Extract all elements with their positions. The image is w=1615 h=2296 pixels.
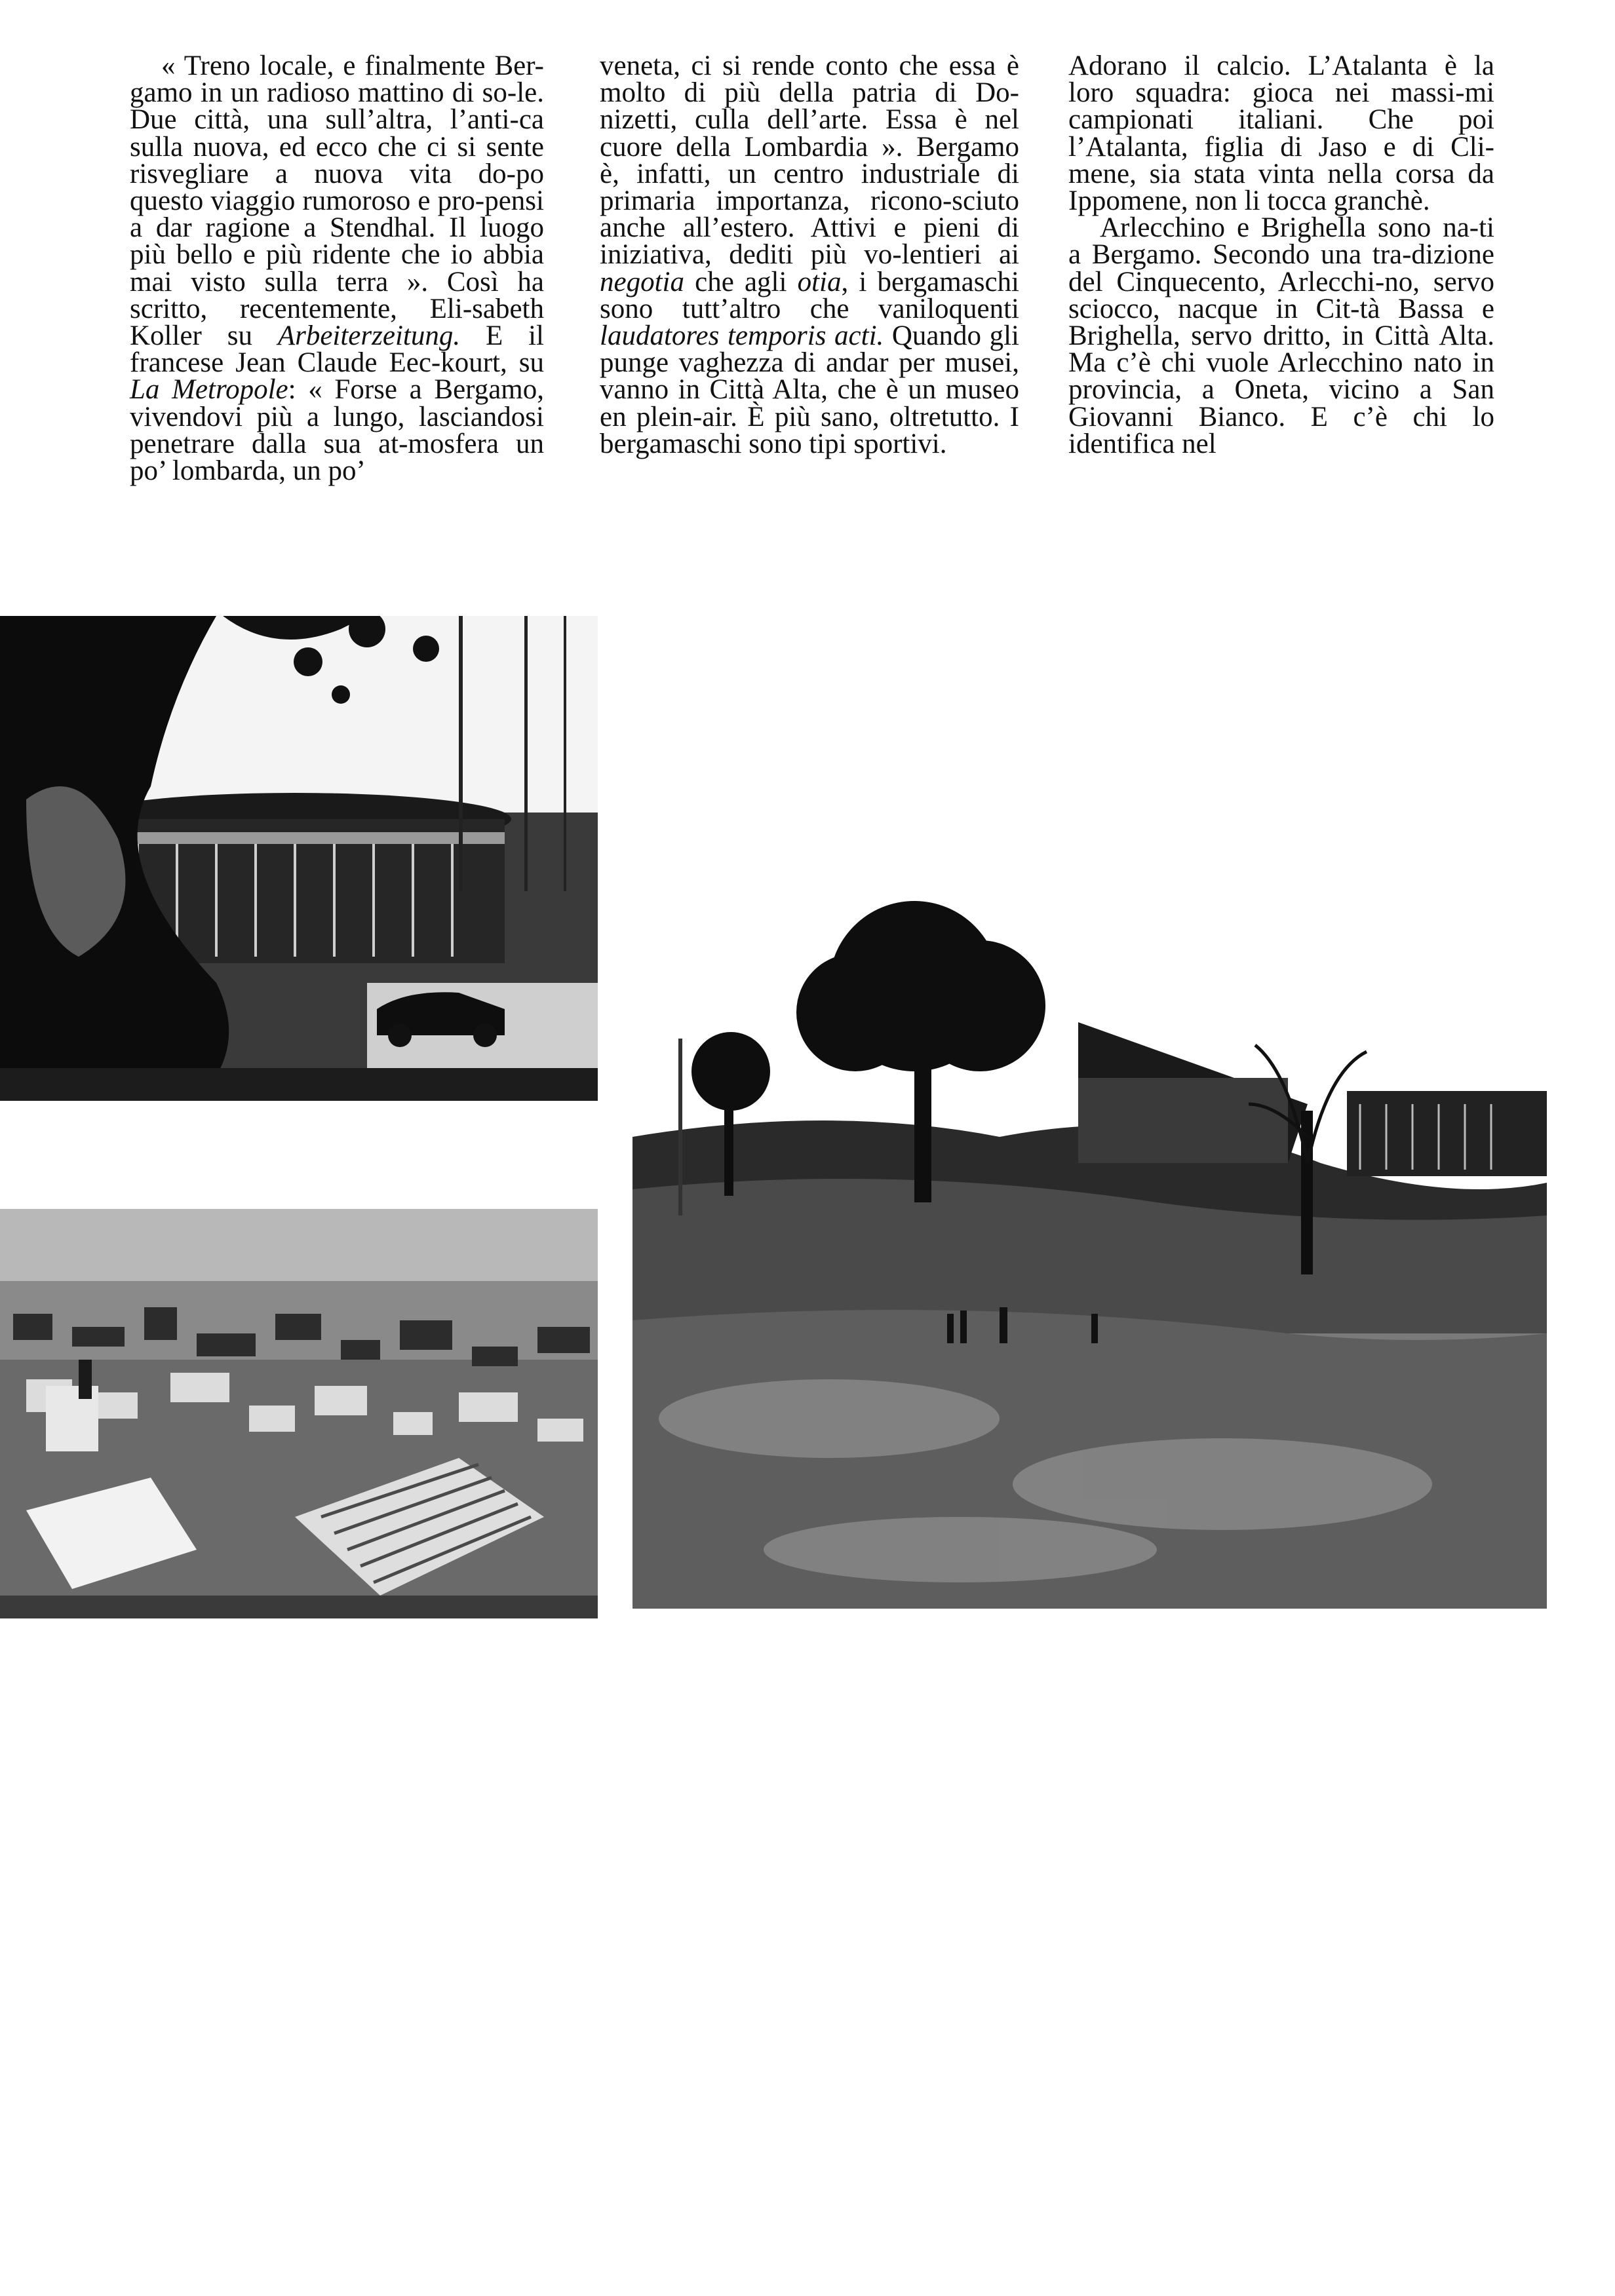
- italic-term: laudatores temporis acti.: [600, 320, 884, 352]
- text-run: « Treno locale, e finalmente Ber-gamo in un radioso mattino di so-le. Due città, una sull’altra, l’anti-ca sulla nuova, ed ecco che ci si sente risvegliare a nuova vita do-po questo viaggio rumoroso e pro-pensi a dar ragione a Stendhal. Il luogo più bello e più ridente che io abbia mai visto sulla terra ». Così ha scritto, recentemente, Eli-sabeth Koller su: [130, 50, 544, 352]
- text-run: Quando gli punge vaghezza di andar per musei, vanno in Città Alta, che è un museo en plein-air. È più sano, oltretutto. I bergamaschi sono tipi sportivi.: [600, 320, 1019, 459]
- text-run: che agli: [684, 266, 798, 297]
- italic-title: La Metropole: [130, 374, 288, 406]
- text-column-3: [1068, 52, 1494, 457]
- paragraph: Adorano il calcio. L’Atalanta è la loro squadra: gioca nei massi-mi campionati italiani. Che poi l’Atalanta, figlia di Jaso e di Cli-mene, sia stata vinta nella corsa da Ippomene, non li tocca granchè.: [1068, 50, 1494, 217]
- text-run: E il francese Jean Claude Eec-kourt, su: [130, 320, 544, 379]
- photo-stadium: [0, 616, 598, 1101]
- text-column-1: [130, 50, 545, 487]
- photo-park-field: [632, 796, 1547, 1622]
- text-column-2: [600, 52, 1019, 457]
- text-run: veneta, ci si rende conto che essa è molto di più della patria di Do-nizetti, culla dell’arte. Essa è nel cuore della Lombardia ». Bergamo è, infatti, un centro industriale di primaria importanza, ricono-sciuto anche all’estero. Attivi e pieni di iniziativa, dediti più vo-lentieri ai: [600, 50, 1019, 271]
- paragraph: [130, 50, 545, 487]
- paragraph: [600, 52, 1019, 457]
- italic-term: otia: [797, 266, 842, 297]
- text-run: : « Forse a Bergamo, vivendovi più a lungo, lasciandosi penetrare dalla sua at-mosfera un po’ lombarda, un po’: [130, 374, 545, 487]
- italic-title: Arbeiterzeitung.: [277, 320, 461, 352]
- photo-aerial-city: [0, 1209, 598, 1618]
- italic-term: negotia: [600, 266, 684, 297]
- paragraph: Arlecchino e Brighella sono na-ti a Bergamo. Secondo una tra-dizione del Cinquecento, Arlecchi-no, servo sciocco, nacque in Cit-tà Bassa e Brighella, servo dritto, in Città Alta. Ma c’è chi vuole Arlecchino nato in provincia, a Oneta, vicino a San Giovanni Bianco. E c’è chi lo identifica nel: [1068, 212, 1494, 459]
- text-run: , i bergamaschi sono tutt’altro che vaniloquenti: [600, 266, 1019, 324]
